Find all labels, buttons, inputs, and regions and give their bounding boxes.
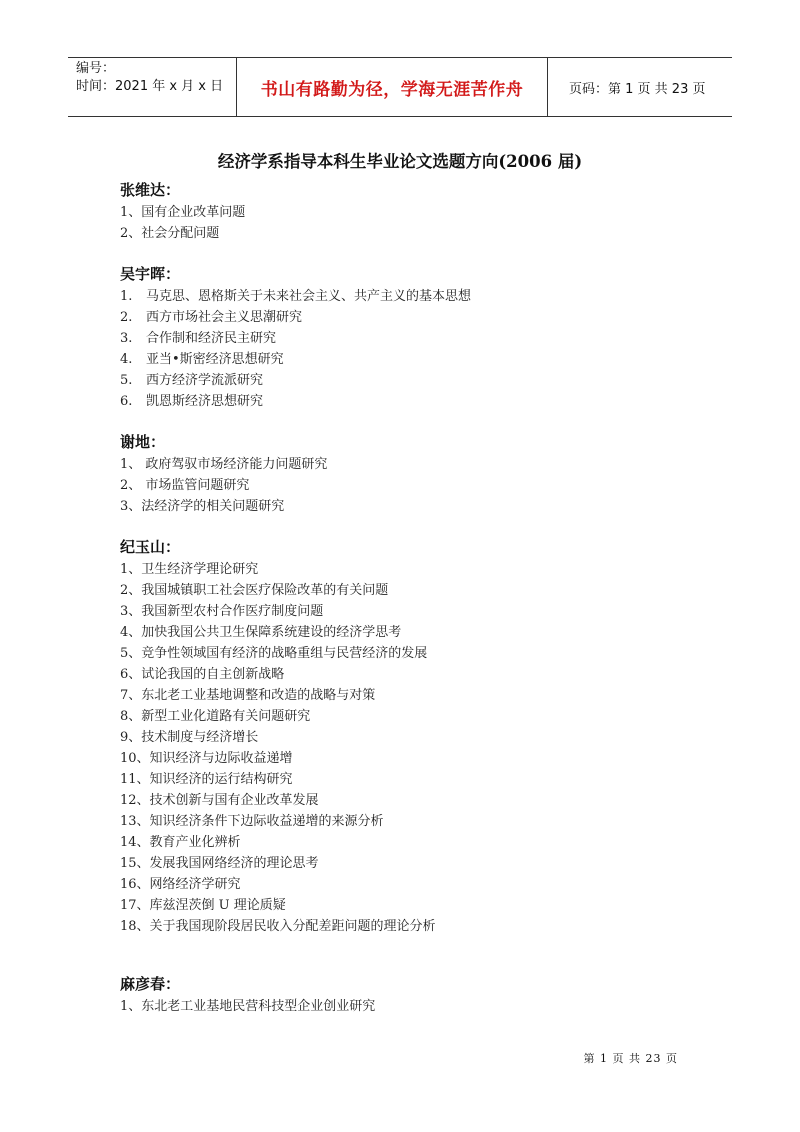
topic-item: 1、国有企业改革问题 <box>120 205 246 220</box>
topic-item: 8、新型工业化道路有关问题研究 <box>120 709 311 724</box>
header-motto-cell <box>236 58 548 116</box>
topic-item: 3、法经济学的相关问题研究 <box>120 499 285 514</box>
teacher-section-ma <box>120 974 375 1017</box>
topic-item: 16、网络经济学研究 <box>120 877 241 892</box>
document-time-label: 时间：2021 年 x 月 x 日 <box>76 79 224 94</box>
topic-item: 5. 西方经济学流派研究 <box>120 373 264 388</box>
topic-item: 14、教育产业化辨析 <box>120 835 241 850</box>
topic-item: 10、知识经济与边际收益递增 <box>120 751 293 766</box>
teacher-section-wu <box>120 264 471 412</box>
topic-item: 2、社会分配问题 <box>120 226 220 241</box>
teacher-section-ji <box>120 537 436 937</box>
topic-item: 12、技术创新与国有企业改革发展 <box>120 793 319 808</box>
header-motto: 书山有路勤为径，学海无涯苦作舟 <box>260 79 524 100</box>
page-header <box>68 57 732 117</box>
document-code-label: 编号： <box>76 61 116 76</box>
topic-item: 1、东北老工业基地民营科技型企业创业研究 <box>120 999 376 1014</box>
topic-item: 7、东北老工业基地调整和改造的战略与对策 <box>120 688 376 703</box>
topic-item: 4. 亚当•斯密经济思想研究 <box>120 352 284 367</box>
teacher-section-xie <box>120 432 327 517</box>
topic-item: 15、发展我国网络经济的理论思考 <box>120 856 319 871</box>
topic-item: 13、知识经济条件下边际收益递增的来源分析 <box>120 814 384 829</box>
teacher-section-zhang <box>120 180 245 244</box>
topic-item: 6. 凯恩斯经济思想研究 <box>120 394 264 409</box>
page-footer: 第 1 页 共 23 页 <box>583 1052 678 1065</box>
topic-item: 4、加快我国公共卫生保障系统建设的经济学思考 <box>120 625 402 640</box>
topic-item: 1、 政府驾驭市场经济能力问题研究 <box>120 457 328 472</box>
topic-item: 5、竞争性领域国有经济的战略重组与民营经济的发展 <box>120 646 428 661</box>
topic-item: 2. 西方市场社会主义思潮研究 <box>120 310 303 325</box>
document-title: 经济学系指导本科生毕业论文选题方向(2006 届) <box>217 152 583 171</box>
topic-item: 9、技术制度与经济增长 <box>120 730 259 745</box>
topic-item: 3、我国新型农村合作医疗制度问题 <box>120 604 324 619</box>
topic-item: 17、库兹涅茨倒 U 理论质疑 <box>120 898 286 913</box>
topic-item: 18、关于我国现阶段居民收入分配差距问题的理论分析 <box>120 919 436 934</box>
teacher-name: 纪玉山： <box>120 538 181 556</box>
teacher-name: 吴宇晖： <box>120 265 181 283</box>
teacher-name: 谢地： <box>120 433 166 451</box>
topic-item: 3. 合作制和经济民主研究 <box>120 331 277 346</box>
teacher-name: 麻彦春： <box>120 975 181 993</box>
topic-item: 1. 马克思、恩格斯关于未来社会主义、共产主义的基本思想 <box>120 289 472 304</box>
topic-item: 11、知识经济的运行结构研究 <box>120 772 293 787</box>
teacher-name: 张维达： <box>120 181 181 199</box>
header-page-number: 页码：第 1 页 共 23 页 <box>569 81 706 97</box>
topic-item: 1、卫生经济学理论研究 <box>120 562 259 577</box>
header-meta <box>68 58 236 116</box>
topic-item: 2、 市场监管问题研究 <box>120 478 250 493</box>
header-page-cell <box>548 58 732 116</box>
topic-item: 2、我国城镇职工社会医疗保险改革的有关问题 <box>120 583 389 598</box>
topic-item: 6、试论我国的自主创新战略 <box>120 667 285 682</box>
